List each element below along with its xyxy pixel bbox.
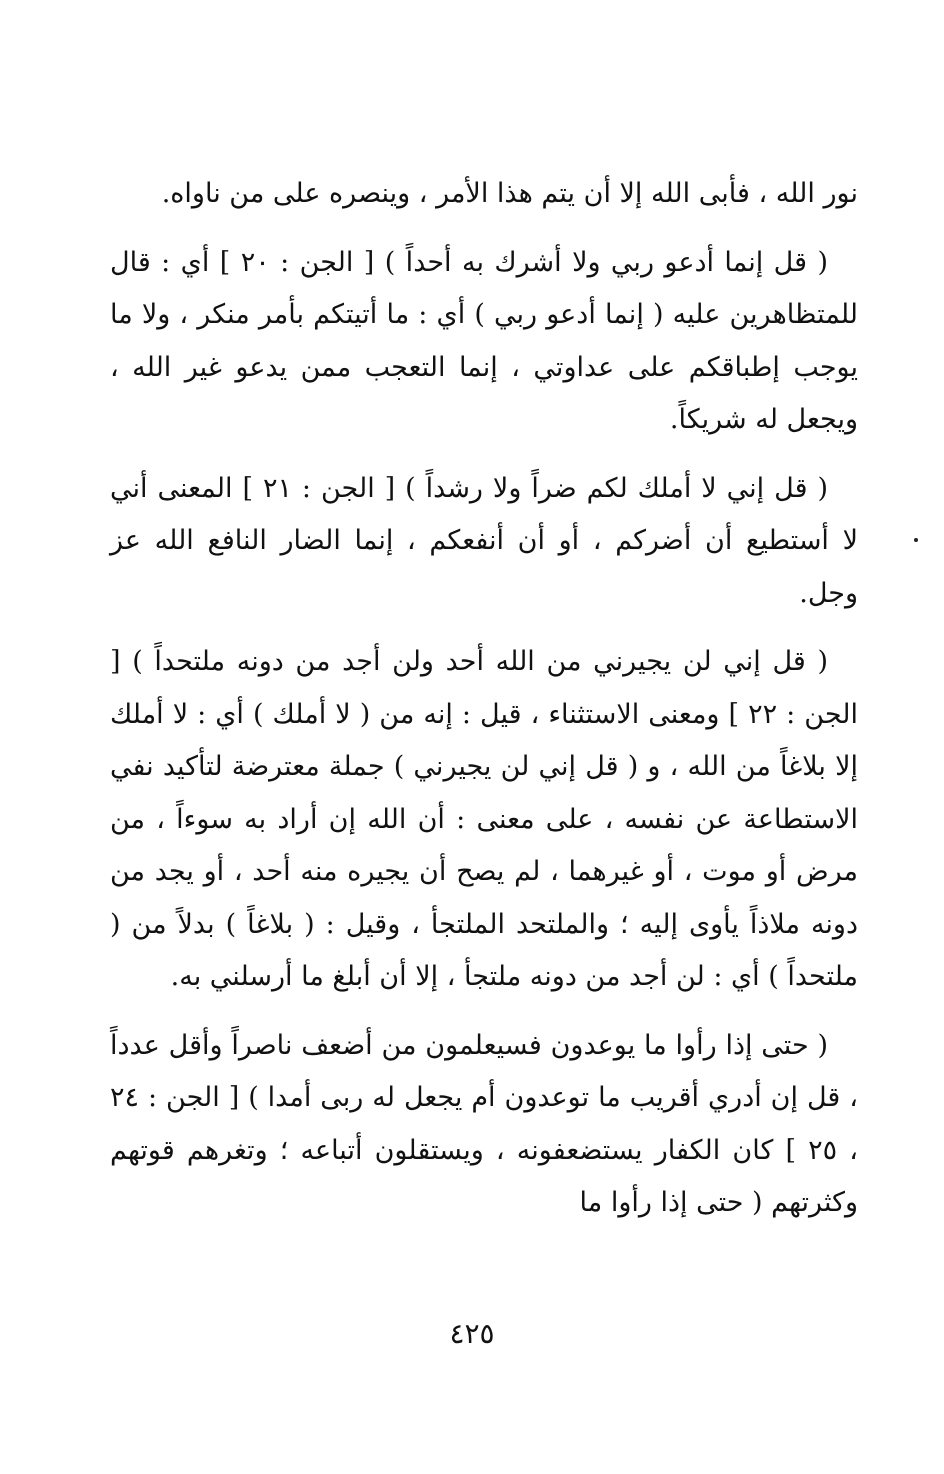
page-body — [110, 168, 858, 1246]
paragraph-5: ( حتى إذا رأوا ما يوعدون فسيعلمون من أضعف ناصراً وأقل عدداً ، قل إن أدري أقريب ما توعدون أم يجعل له ربى أمدا ) [ الجن : ٢٤ ، ٢٥ ] كان الكفار يستضعفونه ، ويستقلون أتباعه ؛ وتغرهم قوتهم وكثرتهم ( حتى إذا رأوا ما — [110, 1029, 859, 1218]
page-number: ٤٢٥ — [449, 1317, 495, 1350]
margin-dot-mark — [914, 538, 918, 542]
paragraph-4: ( قل إني لن يجيرني من الله أحد ولن أجد من دونه ملتحداً ) [ الجن : ٢٢ ] ومعنى الاستثناء ، قيل : إنه من ( لا أملك ) أي : لا أملك إلا بلاغاً من الله ، و ( قل إني لن يجيرني ) جملة معترضة لتأكيد نفي الاستطاعة عن نفسه ، على معنى : أن الله إن أراد به سوءاً ، من مرض أو موت ، أو غيرهما ، لم يصح أن يجيره منه أحد ، أو يجد من دونه ملاذاً يأوى إليه ؛ والملتحد الملتجأ ، وقيل : ( بلاغاً ) بدلاً من ( ملتحداً ) أي : لن أجد من دونه ملتجأ ، إلا أن أبلغ ما أرسلني به. — [110, 646, 858, 992]
paragraph-1: نور الله ، فأبى الله إلا أن يتم هذا الأمر ، وينصره على من ناواه. — [161, 178, 858, 209]
paragraph-2: ( قل إنما أدعو ربي ولا أشرك به أحداً ) [ الجن : ٢٠ ] أي : قال للمتظاهرين عليه ( إنما أدعو ربي ) أي : ما أتيتكم بأمر منكر ، ولا ما يوجب إطباقكم على عداوتي ، إنما التعجب ممن يدعو غير الله ، ويجعل له شريكاً. — [110, 246, 858, 435]
paragraph-3: ( قل إني لا أملك لكم ضراً ولا رشداً ) [ الجن : ٢١ ] المعنى أني لا أستطيع أن أضركم ، أو أن أنفعكم ، إنما الضار النافع الله عز وجل. — [110, 472, 858, 609]
